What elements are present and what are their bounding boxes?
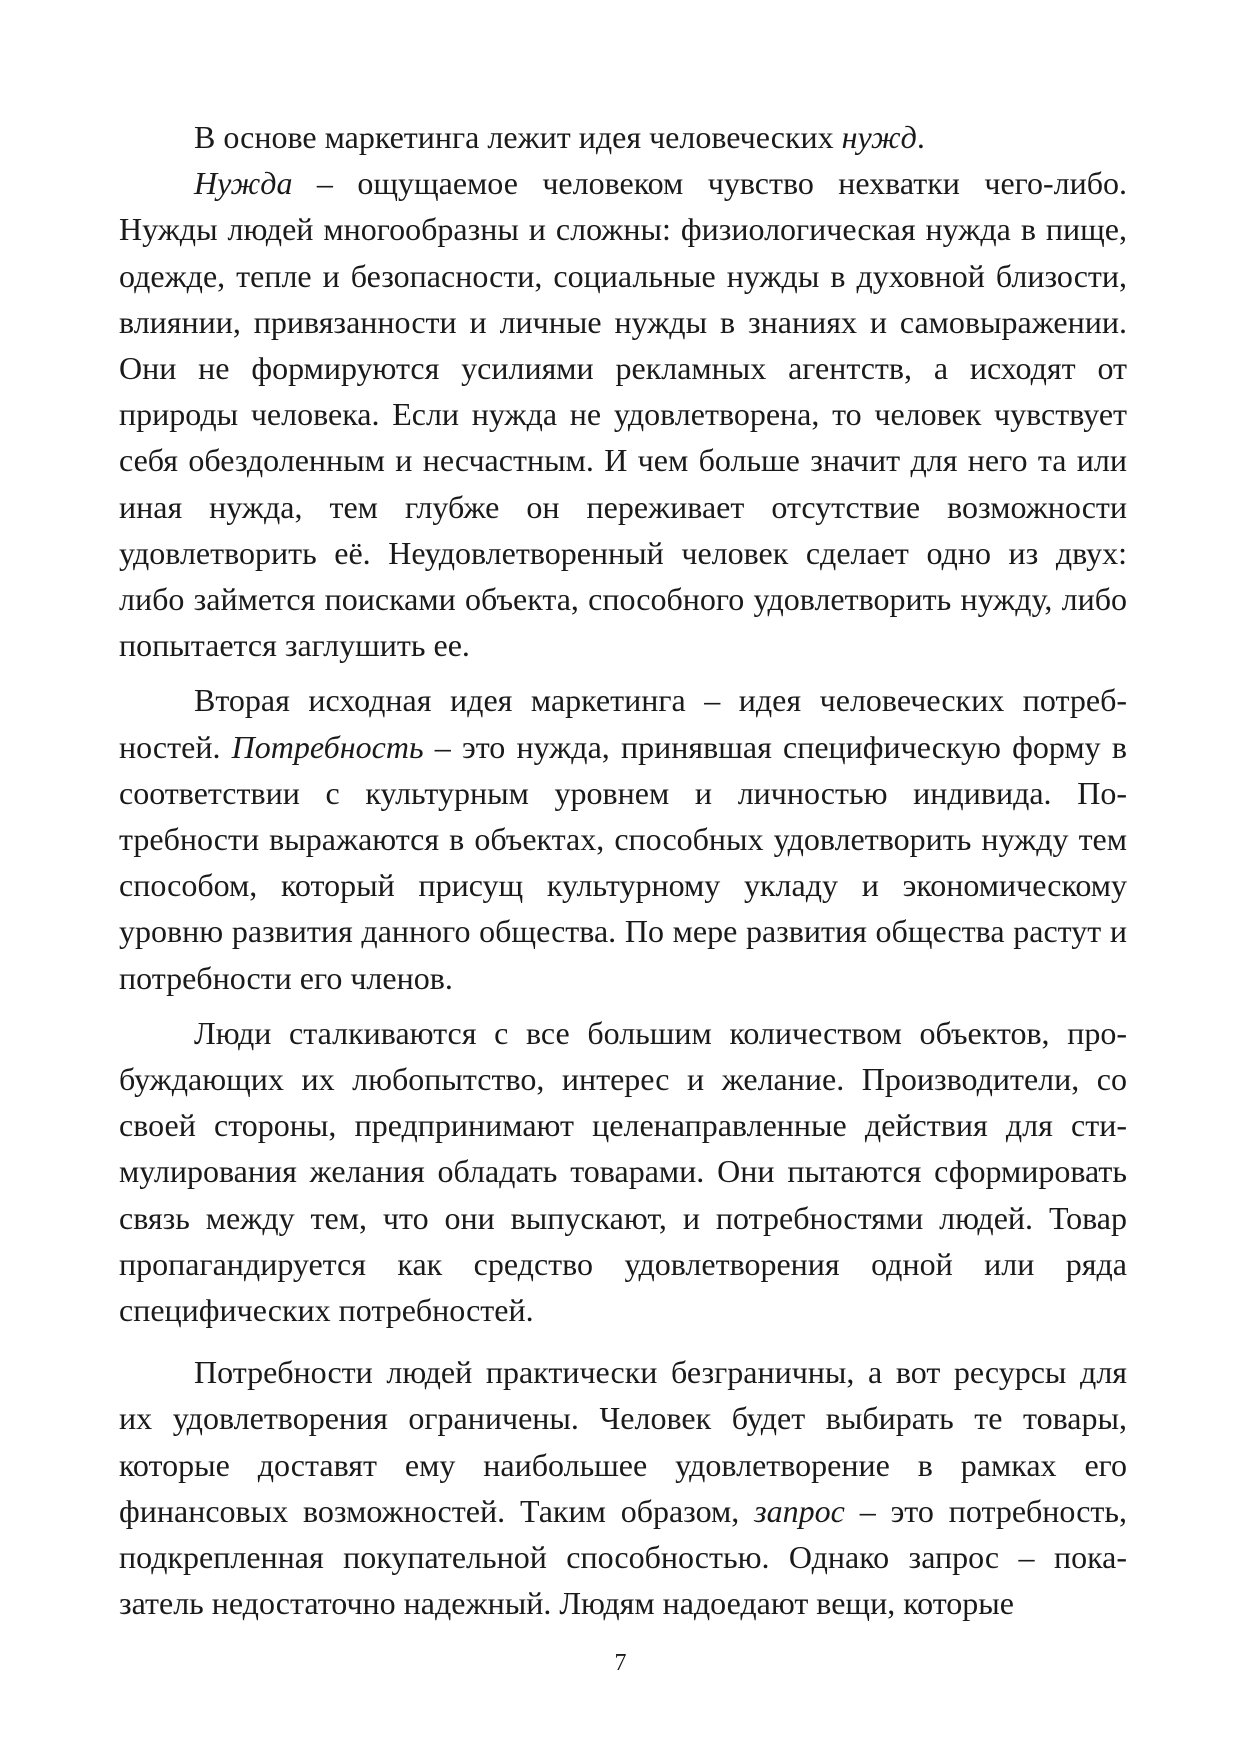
- text-segment: – это потребность, подкрепленная покупательной способностью. Однако запрос – показатель недостаточно надежный. Людям надоедают вещи, которые: [119, 1492, 1128, 1622]
- paragraph-1: [119, 114, 1127, 160]
- text-segment: – это нужда, принявшая специфическую форму в соответствии с культурным уровнем и личностью индивида. Потребности выражаются в объектах, способных удовлетворить нужду тем способом, который присущ культурному укладу и экономическому уровню развития данного общества. По мере развития общества растут и потребности его членов.: [119, 728, 1128, 996]
- paragraph-4: [119, 1010, 1127, 1333]
- text-segment: .: [916, 119, 925, 155]
- italic-term: запрос: [754, 1492, 845, 1529]
- page-number: 7: [614, 1650, 627, 1676]
- text-segment: В основе маркетинга лежит идея человеческих: [194, 119, 842, 155]
- text-segment: Люди сталкиваются с все большим количеством объектов, пробуждающих их любопытство, интерес и желание. Производители, со своей стороны, предпринимают целенаправленные действия для стимулирования желания обладать товарами. Они пытаются сформировать связь между тем, что они выпускают, и потребностями людей. Товар пропагандируется как средство удовлетворения одной или ряда специфических потребностей.: [119, 1014, 1127, 1329]
- text-segment: Вторая исходная идея маркетинга – идея человеческих потребностей.: [119, 682, 1127, 765]
- italic-term: Потребность: [231, 728, 424, 765]
- text-segment: Потребности людей практически безграничны, а вот ресурсы для их удовлетворения ограничены. Человек будет выбирать те товары, которые доставят ему наибольшее удовлетворение в рамках его финансовых возможностей. Таким образом,: [119, 1354, 1127, 1529]
- italic-term: Нужда: [194, 165, 293, 202]
- text-segment: – ощущаемое человеком чувство нехватки чего-либо. Нужды людей многообразны и сложны: физиологическая нужда в пище, одежде, тепле и безопасности, социальные нужды в духовной близости, влиянии, привязанности и личные нужды в знаниях и самовыражении. Они не формируются усилиями рекламных агентств, а исходят от природы человека. Если нужда не удовлетворена, то человек чувствует себя обездоленным и несчастным. И чем больше значит для него та или иная нужда, тем глубже он переживает отсутствие возможности удовлетворить её. Неудовлетворенный человек сделает одно из двух: либо займется поисками объекта, способного удовлетворить нужду, либо попытается заглушить ее.: [119, 165, 1127, 664]
- body-text: [119, 114, 1127, 1627]
- italic-term: нужд: [841, 119, 917, 155]
- paragraph-2: [119, 160, 1127, 668]
- paragraph-5: [119, 1349, 1127, 1626]
- paragraph-3: [119, 677, 1127, 1000]
